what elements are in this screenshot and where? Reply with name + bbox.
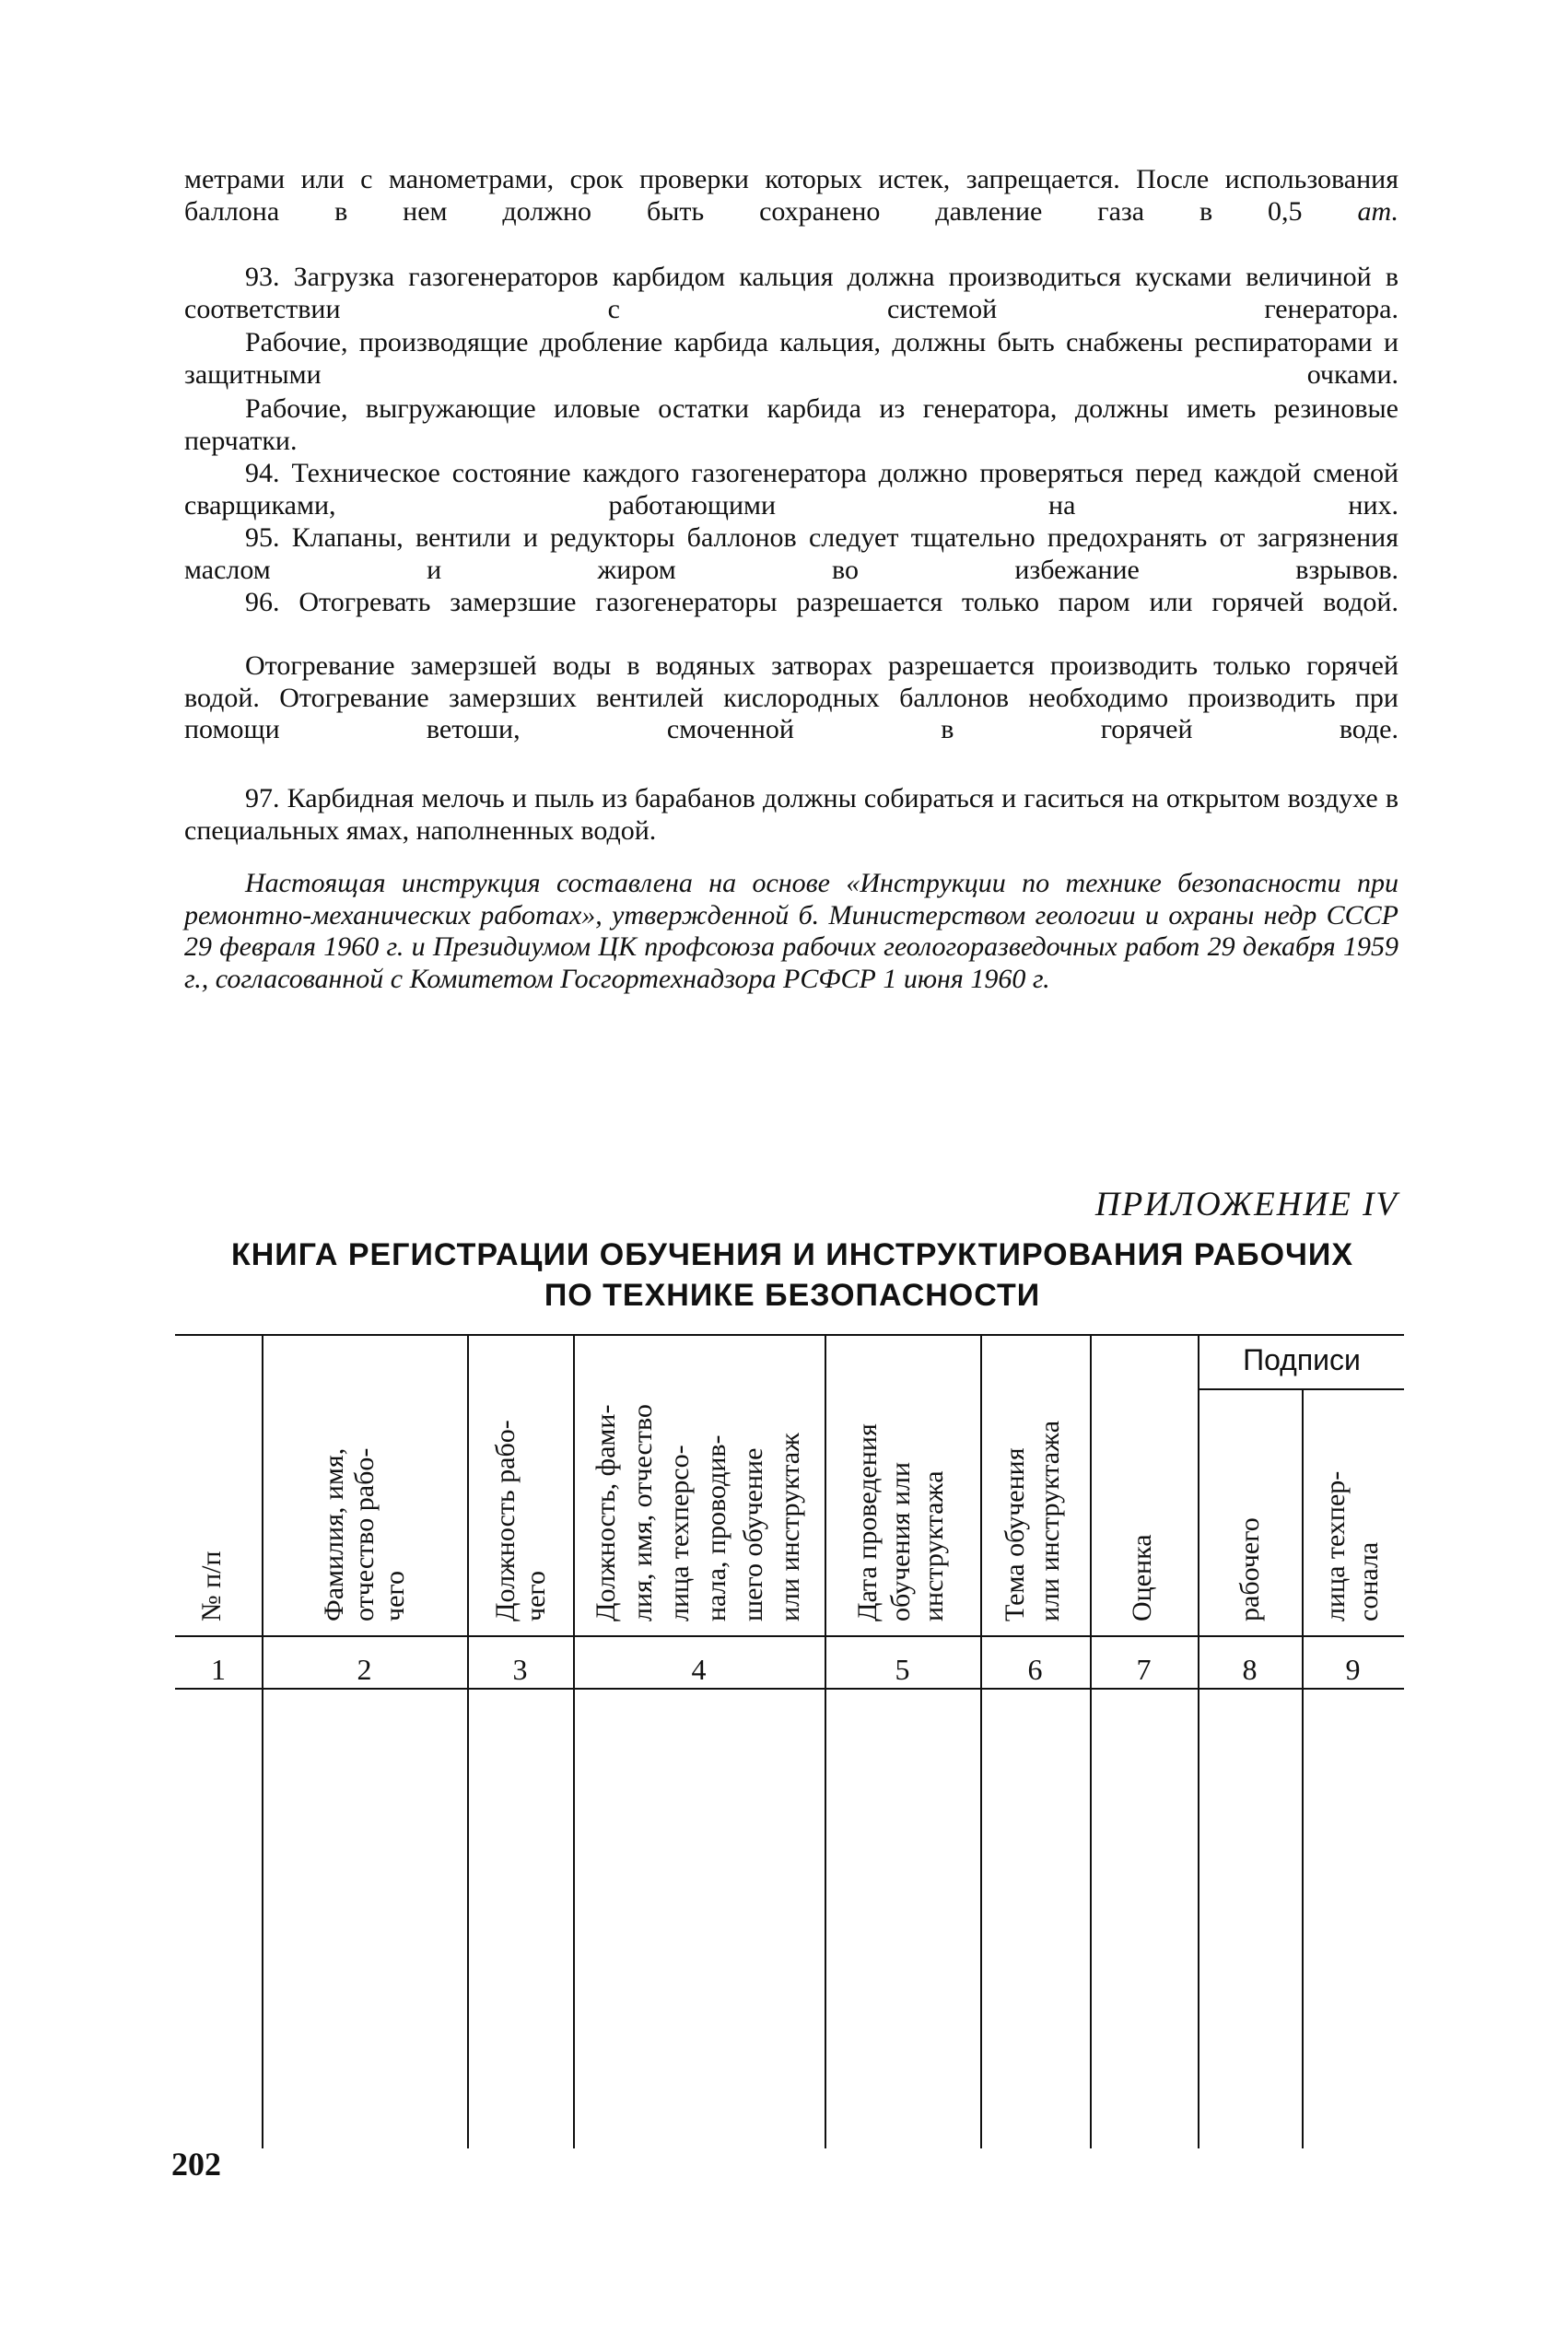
column-header-line: лица техперсо- — [664, 1445, 695, 1621]
paragraph-96: 96. Отогревать замерзшие газогенераторы разрешается только паром или горячей водой. — [245, 587, 1398, 617]
column-number-3: 3 — [512, 1653, 528, 1686]
column-divider-3 — [573, 1336, 575, 2148]
column-header-line: обучения или — [885, 1461, 916, 1621]
column-number-4: 4 — [691, 1653, 707, 1686]
column-number-7: 7 — [1136, 1653, 1152, 1686]
appendix-title — [166, 1235, 1419, 1316]
column-header-line: Тема обучения — [1000, 1447, 1030, 1621]
paragraph-cylinder-pressure — [184, 164, 1398, 228]
column-divider-7 — [1198, 1336, 1199, 2148]
column-header-line: Должность рабо- — [490, 1420, 521, 1621]
signatures-label: Подписи — [1243, 1343, 1361, 1376]
paragraph-crushing: Рабочие, производящие дробление карбида кальция, должны быть снабжены респираторами и защитными очками. — [184, 327, 1398, 390]
appendix-label: ПРИЛОЖЕНИЕ IV — [1094, 1186, 1398, 1223]
column-header-line: чего — [521, 1571, 551, 1621]
column-number-2: 2 — [357, 1653, 372, 1686]
column-header-line: Фамилия, имя, — [319, 1447, 349, 1621]
column-divider-6 — [1090, 1336, 1092, 2148]
column-number-1: 1 — [211, 1653, 226, 1686]
column-header-line: № п/п — [196, 1551, 227, 1621]
column-header-line: Дата проведения — [852, 1423, 883, 1621]
column-header-line: чего — [380, 1571, 410, 1621]
paragraph-sludge: Рабочие, выгружающие иловые остатки карбида из генератора, должны иметь резиновые перчатки. — [184, 393, 1398, 456]
column-header-line: лица техпер- — [1320, 1470, 1351, 1621]
paragraph-97: 97. Карбидная мелочь и пыль из барабанов должны собираться и гаситься на открытом воздухе в специальных ямах, наполненных водой. — [184, 783, 1398, 846]
column-header-line: или инструктажа — [1035, 1420, 1065, 1621]
column-divider-2 — [467, 1336, 469, 2148]
appendix-title-line-2: ПО ТЕХНИКЕ БЕЗОПАСНОСТИ — [544, 1278, 1041, 1313]
unit-text: ат. — [1357, 195, 1399, 227]
paragraph-95: 95. Клапаны, вентили и редукторы баллонов следует тщательно предохранять от загрязнения маслом и жиром во избежание взрывов. — [184, 522, 1398, 585]
paragraph-text: метрами или с манометрами, срок проверки которых истек, запрещается. После использования баллона в нем должно быть сохранено давление газа в 0,5 — [184, 164, 1398, 227]
appendix-title-line-1: КНИГА РЕГИСТРАЦИИ ОБУЧЕНИЯ И ИНСТРУКТИРОВАНИЯ РАБОЧИХ — [230, 1237, 1354, 1272]
column-header-line: сонала — [1353, 1541, 1384, 1621]
column-number-5: 5 — [895, 1653, 910, 1686]
column-header-line: инструктажа — [919, 1470, 949, 1621]
instruction-note: Настоящая инструкция составлена на основе «Инструкции по технике безопасности при ремонтно-механических работах», утвержденной б. Министерством геологии и охраны недр СССР 29 февраля 1960 г. и Президиумом ЦК профсоюза рабочих геологоразведочных работ 29 декабря 1959 г., согласованной с Комитетом Госгортехнадзора РСФСР 1 июня 1960 г. — [184, 868, 1398, 994]
column-header-line: Должность, фами- — [591, 1404, 621, 1621]
paragraph-thawing: Отогревание замерзшей воды в водяных затворах разрешается производить только горячей водой. Отогревание замерзших вентилей кислородных баллонов необходимо производить при помощи ветоши, смоченной в горячей воде. — [184, 650, 1398, 744]
column-header-line: Оценка — [1127, 1534, 1157, 1621]
column-header-line: рабочего — [1235, 1517, 1265, 1621]
column-divider-8 — [1302, 1390, 1304, 2148]
column-number-6: 6 — [1027, 1653, 1043, 1686]
column-header-line: лия, имя, отчество — [627, 1404, 658, 1621]
table-header-rule — [175, 1635, 1404, 1637]
column-divider-4 — [825, 1336, 826, 2148]
column-divider-1 — [262, 1336, 263, 2148]
column-number-9: 9 — [1345, 1653, 1361, 1686]
paragraph-93: 93. Загрузка газогенераторов карбидом кальция должна производиться кусками величиной в соответствии с системой генератора. — [184, 262, 1398, 324]
column-header-line: или инструктаж — [775, 1433, 805, 1621]
table-top-rule — [175, 1334, 1404, 1336]
column-number-8: 8 — [1242, 1653, 1258, 1686]
paragraph-94: 94. Техническое состояние каждого газогенератора должно проверяться перед каждой сменой сварщиками, работающими на них. — [184, 458, 1398, 521]
column-divider-5 — [980, 1336, 982, 2148]
column-header-line: шего обучение — [738, 1447, 768, 1621]
page-number: 202 — [171, 2146, 221, 2183]
column-header-line: отчество рабо- — [349, 1447, 380, 1621]
table-number-row-rule — [175, 1688, 1404, 1690]
column-header-line: нала, проводив- — [701, 1434, 731, 1621]
